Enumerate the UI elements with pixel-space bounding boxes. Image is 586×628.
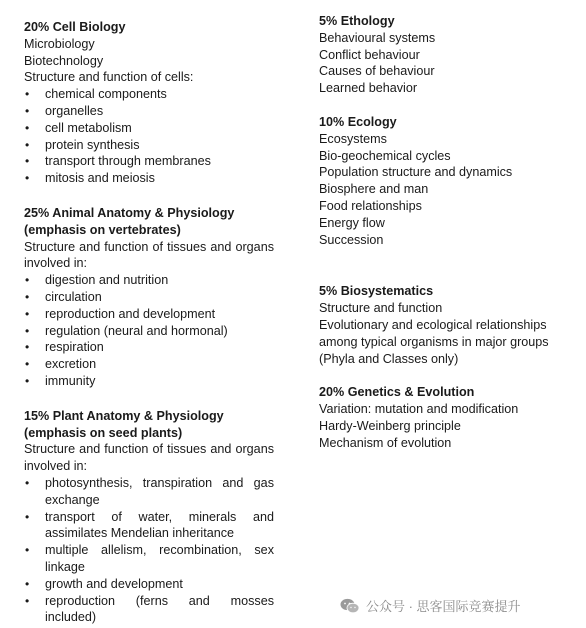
- topic-line: among typical organisms in major groups: [319, 334, 549, 349]
- list-item: • growth and development: [25, 576, 183, 591]
- list-item: • respiration: [25, 340, 104, 355]
- list-item: • reproduction (ferns and mosses included): [25, 593, 274, 625]
- list-item: • mitosis and meiosis: [25, 171, 155, 186]
- section-title: 20% Genetics & Evolution: [319, 385, 475, 400]
- left-column: [24, 0, 274, 626]
- topic-line: Food relationships: [319, 198, 422, 213]
- list-item: • photosynthesis, transpiration and gas exchange: [25, 475, 274, 507]
- list-item: • reproduction and development: [25, 306, 216, 321]
- right-column: [319, 0, 579, 452]
- section-title: 5% Biosystematics: [319, 284, 434, 299]
- list-item: • organelles: [25, 103, 104, 118]
- section-intro: Structure and function of tissues and organs involved in:: [24, 442, 274, 474]
- topic-line: Evolutionary and ecological relationships: [319, 317, 547, 332]
- section-subtitle: (emphasis on seed plants): [24, 425, 183, 440]
- topic-line: Behavioural systems: [319, 30, 436, 45]
- watermark: [340, 596, 521, 615]
- list-item: • circulation: [25, 289, 102, 304]
- section-title: 10% Ecology: [319, 114, 397, 129]
- topic-line: Population structure and dynamics: [319, 165, 513, 180]
- watermark-text: 公众号 · 思客国际竞赛提升: [366, 599, 521, 614]
- section-subtitle: (emphasis on vertebrates): [24, 222, 181, 237]
- wechat-icon: [340, 598, 360, 614]
- topic-line: (Phyla and Classes only): [319, 351, 459, 366]
- topic-line: Causes of behaviour: [319, 64, 435, 79]
- topic-line: Hardy-Weinberg principle: [319, 418, 461, 433]
- section-title: 5% Ethology: [319, 14, 395, 28]
- topic-line: Structure and function: [319, 301, 443, 316]
- topic-line: Bio-geochemical cycles: [319, 148, 451, 163]
- topic-line: Mechanism of evolution: [319, 435, 452, 450]
- cell-biology-section: [24, 19, 274, 187]
- topic-line: Learned behavior: [319, 81, 418, 96]
- bullet-list: [24, 86, 274, 187]
- section-title: 25% Animal Anatomy & Physiology: [24, 205, 235, 220]
- topic-line: Variation: mutation and modification: [319, 402, 519, 417]
- list-item: • chemical components: [25, 87, 167, 102]
- topic-line: Conflict behaviour: [319, 47, 420, 62]
- section-title: 15% Plant Anatomy & Physiology: [24, 408, 224, 423]
- list-item: • protein synthesis: [25, 137, 140, 152]
- topic-line: Biosphere and man: [319, 182, 429, 197]
- topic-line: Biotechnology: [24, 53, 104, 68]
- topic-line: Succession: [319, 232, 384, 247]
- list-item: • transport through membranes: [25, 154, 211, 169]
- animal-anatomy-section: [24, 205, 274, 390]
- list-item: • multiple allelism, recombination, sex linkage: [25, 543, 274, 574]
- topic-line: Energy flow: [319, 215, 385, 230]
- list-item: • regulation (neural and hormonal): [25, 323, 228, 338]
- topic-line: Ecosystems: [319, 131, 387, 146]
- list-item: • immunity: [25, 373, 96, 388]
- list-item: • digestion and nutrition: [25, 273, 169, 288]
- section-intro: Structure and function of tissues and organs involved in:: [24, 239, 274, 271]
- plant-anatomy-section: [24, 408, 274, 626]
- list-item: • transport of water, minerals and assimilates Mendelian inheritance: [25, 509, 274, 541]
- biosystematics-section: [319, 283, 579, 367]
- bullet-list: [24, 475, 274, 626]
- topic-line: Structure and function of cells:: [24, 70, 194, 85]
- genetics-section: [319, 384, 579, 451]
- topic-line: Microbiology: [24, 36, 95, 51]
- ecology-section: [319, 114, 579, 248]
- bullet-list: [24, 272, 274, 390]
- list-item: • excretion: [25, 357, 97, 372]
- section-title: 20% Cell Biology: [24, 20, 126, 34]
- ethology-section: [319, 13, 579, 97]
- list-item: • cell metabolism: [25, 120, 132, 135]
